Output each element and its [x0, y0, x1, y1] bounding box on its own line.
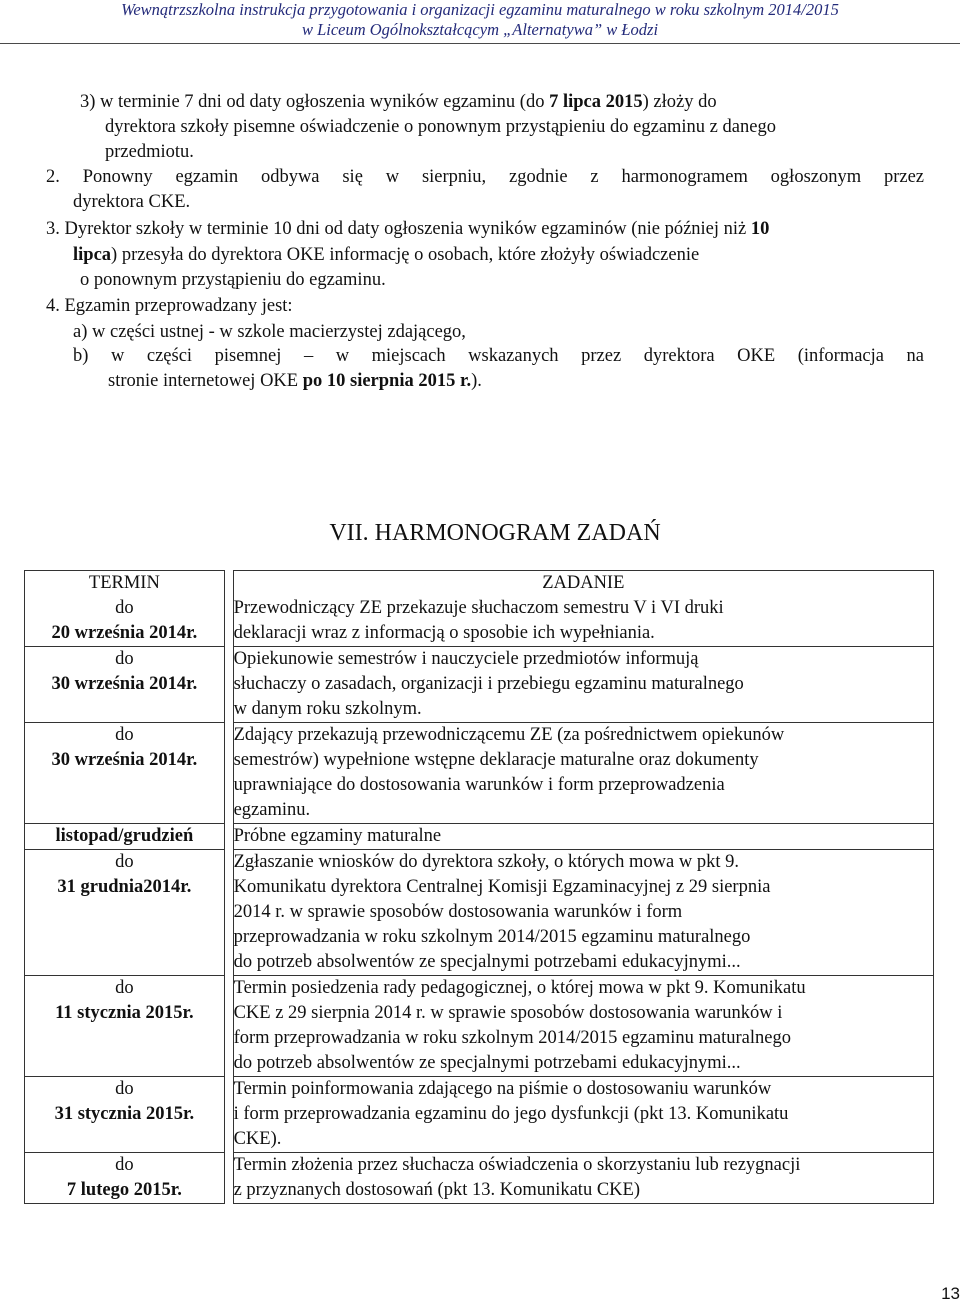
table-row	[25, 1077, 934, 1153]
list-item: a) w części ustnej - w szkole macierzystej zdającego,	[73, 322, 466, 342]
term-date: 30 września 2014r.	[51, 750, 198, 770]
paragraph-line: dyrektora szkoły pisemne oświadczenie o ponownym przystąpieniu do egzaminu z danego	[105, 117, 776, 137]
term-cell	[25, 723, 225, 824]
term-prefix: do	[115, 1155, 134, 1175]
task-cell	[233, 850, 933, 976]
page-header	[0, 0, 960, 44]
term-cell	[25, 596, 225, 647]
task-line: semestrów) wypełnione wstępne deklaracje maturalne oraz dokumenty	[233, 750, 759, 770]
table-row	[25, 850, 934, 976]
term-cell	[25, 976, 225, 1077]
paragraph-line: stronie internetowej OKE po 10 sierpnia 2015 r.).	[108, 371, 482, 391]
task-cell	[233, 647, 933, 723]
table-row	[25, 976, 934, 1077]
paragraph-line: lipca) przesyła do dyrektora OKE informację o osobach, które złożyły oświadczenie	[73, 245, 700, 265]
term-cell	[25, 1153, 225, 1204]
task-line: Termin posiedzenia rady pedagogicznej, o której mowa w pkt 9. Komunikatu	[233, 978, 806, 998]
table-row	[25, 647, 934, 723]
paragraph-line: 3. Dyrektor szkoły w terminie 10 dni od daty ogłoszenia wyników egzaminów (nie później niż 10	[46, 219, 770, 239]
task-line: w danym roku szkolnym.	[233, 699, 422, 719]
term-date: 20 września 2014r.	[51, 623, 198, 643]
task-line: Komunikatu dyrektora Centralnej Komisji Egzaminacyjnej z 29 sierpnia	[233, 877, 771, 897]
schedule-table	[24, 570, 934, 1204]
term-prefix: do	[115, 852, 134, 872]
header-school-line: w Liceum Ogólnokształcącym „Alternatywa” w Łodzi	[301, 20, 659, 39]
task-line: do potrzeb absolwentów ze specjalnymi potrzebami edukacyjnymi...	[233, 1053, 741, 1073]
term-cell	[25, 850, 225, 976]
term-date: 30 września 2014r.	[51, 674, 198, 694]
task-line: egzaminu.	[233, 800, 311, 820]
header-title-line: Wewnątrzszkolna instrukcja przygotowania i organizacji egzaminu maturalnego w roku szkolnym 2014/2015	[121, 0, 839, 19]
task-line: Termin poinformowania zdającego na piśmie o dostosowaniu warunków	[233, 1079, 772, 1099]
term-prefix: do	[115, 1079, 134, 1099]
task-line: Zgłaszanie wniosków do dyrektora szkoły, o których mowa w pkt 9.	[233, 852, 739, 872]
page-number: 13	[941, 1284, 960, 1303]
term-date: 31 grudnia2014r.	[57, 877, 192, 897]
term-date: 11 stycznia 2015r.	[55, 1003, 194, 1023]
table-row	[25, 596, 934, 647]
paragraph-line: dyrektora CKE.	[73, 192, 191, 212]
table-row	[25, 1153, 934, 1204]
task-cell	[233, 1153, 933, 1204]
task-line: Próbne egzaminy maturalne	[233, 826, 442, 846]
term-prefix: do	[115, 978, 134, 998]
task-line: form przeprowadzania w roku szkolnym 2014/2015 egzaminu maturalnego	[233, 1028, 791, 1048]
task-line: 2014 r. w sprawie sposobów dostosowania warunków i form	[233, 902, 683, 922]
term-date: 31 stycznia 2015r.	[54, 1104, 195, 1124]
section-title: VII. HARMONOGRAM ZADAŃ	[329, 520, 661, 546]
term-cell	[25, 824, 225, 850]
paragraph-line: 2. Ponowny egzamin odbywa się w sierpniu, zgodnie z harmonogramem ogłoszonym przez	[46, 167, 924, 187]
paragraph-line: o ponownym przystąpieniu do egzaminu.	[80, 270, 386, 290]
list-item: b) w części pisemnej – w miejscach wskazanych przez dyrektora OKE (informacja na	[73, 346, 924, 366]
term-cell	[25, 647, 225, 723]
term-prefix: do	[115, 725, 134, 745]
task-line: CKE z 29 sierpnia 2014 r. w sprawie sposobów dostosowania warunków i	[233, 1003, 783, 1023]
task-line: Opiekunowie semestrów i nauczyciele przedmiotów informują	[233, 649, 699, 669]
header-term: TERMIN	[25, 571, 225, 597]
task-cell	[233, 723, 933, 824]
table-row	[25, 723, 934, 824]
task-line: przeprowadzania w roku szkolnym 2014/2015 egzaminu maturalnego	[233, 927, 751, 947]
task-line: uprawniające do dostosowania warunków i form przeprowadzenia	[233, 775, 725, 795]
term-prefix: do	[115, 649, 134, 669]
task-line: z przyznanych dostosowań (pkt 13. Komunikatu CKE)	[233, 1180, 640, 1200]
task-cell	[233, 976, 933, 1077]
task-cell	[233, 824, 933, 850]
task-line: i form przeprowadzania egzaminu do jego dysfunkcji (pkt 13. Komunikatu	[233, 1104, 789, 1124]
table-header-row	[25, 571, 934, 597]
task-cell	[233, 596, 933, 647]
term-date: 7 lutego 2015r.	[66, 1180, 182, 1200]
paragraph-line: 3) w terminie 7 dni od daty ogłoszenia wyników egzaminu (do 7 lipca 2015) złoży do	[80, 92, 717, 112]
task-line: słuchaczy o zasadach, organizacji i przebiegu egzaminu maturalnego	[233, 674, 744, 694]
task-line: CKE).	[233, 1129, 282, 1149]
task-line: do potrzeb absolwentów ze specjalnymi potrzebami edukacyjnymi...	[233, 952, 741, 972]
task-line: Termin złożenia przez słuchacza oświadczenia o skorzystaniu lub rezygnacji	[233, 1155, 801, 1175]
term-prefix: do	[115, 598, 134, 618]
task-line: Przewodniczący ZE przekazuje słuchaczom semestru V i VI druki	[233, 598, 724, 618]
header-task: ZADANIE	[233, 571, 933, 597]
term-date: listopad/grudzień	[55, 826, 194, 846]
paragraph-line: przedmiotu.	[105, 142, 194, 162]
header-divider	[0, 43, 960, 44]
task-line: deklaracji wraz z informacją o sposobie ich wypełniania.	[233, 623, 655, 643]
task-line: Zdający przekazują przewodniczącemu ZE (za pośrednictwem opiekunów	[233, 725, 785, 745]
table-row	[25, 824, 934, 850]
task-cell	[233, 1077, 933, 1153]
term-cell	[25, 1077, 225, 1153]
paragraph-line: 4. Egzamin przeprowadzany jest:	[46, 296, 293, 316]
